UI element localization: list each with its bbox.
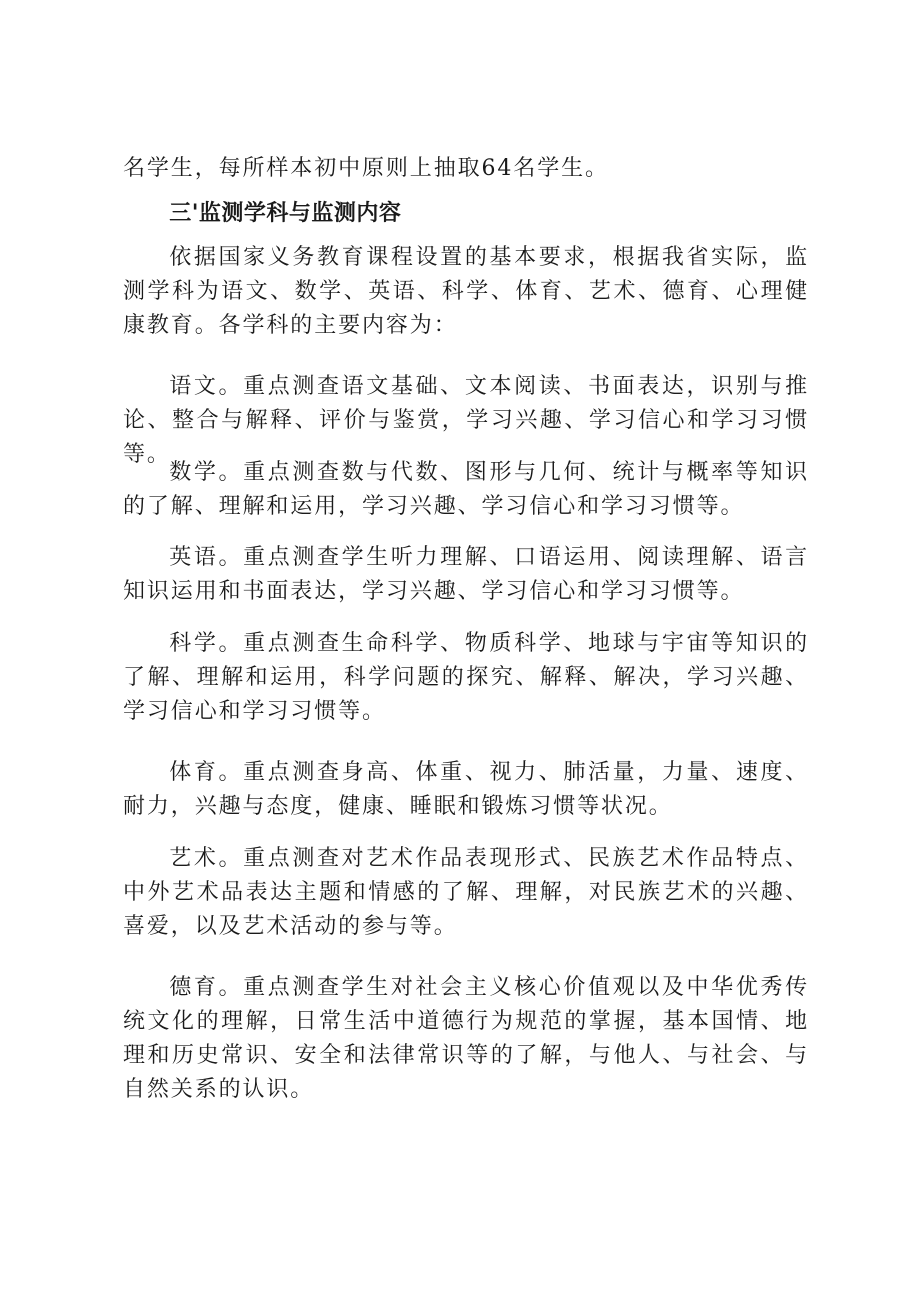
paragraph-pe: 体育。重点测查身高、体重、视力、肺活量，力量、速度、耐力，兴趣与态度，健康、睡眠和锻炼习惯等状况。	[123, 760, 809, 819]
paragraph-english: 英语。重点测查学生听力理解、口语运用、阅读理解、语言知识运用和书面表达，学习兴趣、学习信心和学习习惯等。	[123, 545, 809, 604]
paragraph-intro: 依据国家义务教育课程设置的基本要求，根据我省实际，监测学科为语文、数学、英语、科学、体育、艺术、德育、心理健康教育。各学科的主要内容为：	[123, 245, 809, 338]
paragraph-continuation: 名学生，每所样本初中原则上抽取64名学生。	[123, 156, 609, 181]
paragraph-math: 数学。重点测查数与代数、图形与几何、统计与概率等知识的了解、理解和运用，学习兴趣、学习信心和学习习惯等。	[123, 460, 809, 519]
paragraph-arts: 艺术。重点测查对艺术作品表现形式、民族艺术作品特点、中外艺术品表达主题和情感的了解、理解，对民族艺术的兴趣、喜爱，以及艺术活动的参与等。	[123, 846, 809, 939]
paragraph-chinese: 语文。重点测查语文基础、文本阅读、书面表达，识别与推论、整合与解释、评价与鉴赏，学习兴趣、学习信心和学习习惯等。	[123, 374, 809, 467]
paragraph-moral: 德育。重点测查学生对社会主义核心价值观以及中华优秀传统文化的理解，日常生活中道德行为规范的掌握，基本国情、地理和历史常识、安全和法律常识等的了解，与他人、与社会、与自然关系的认识。	[123, 975, 809, 1102]
section-heading: 三'监测学科与监测内容	[169, 201, 402, 226]
paragraph-science: 科学。重点测查生命科学、物质科学、地球与宇宙等知识的了解、理解和运用，科学问题的探究、解释、解决，学习兴趣、学习信心和学习习惯等。	[123, 631, 809, 724]
